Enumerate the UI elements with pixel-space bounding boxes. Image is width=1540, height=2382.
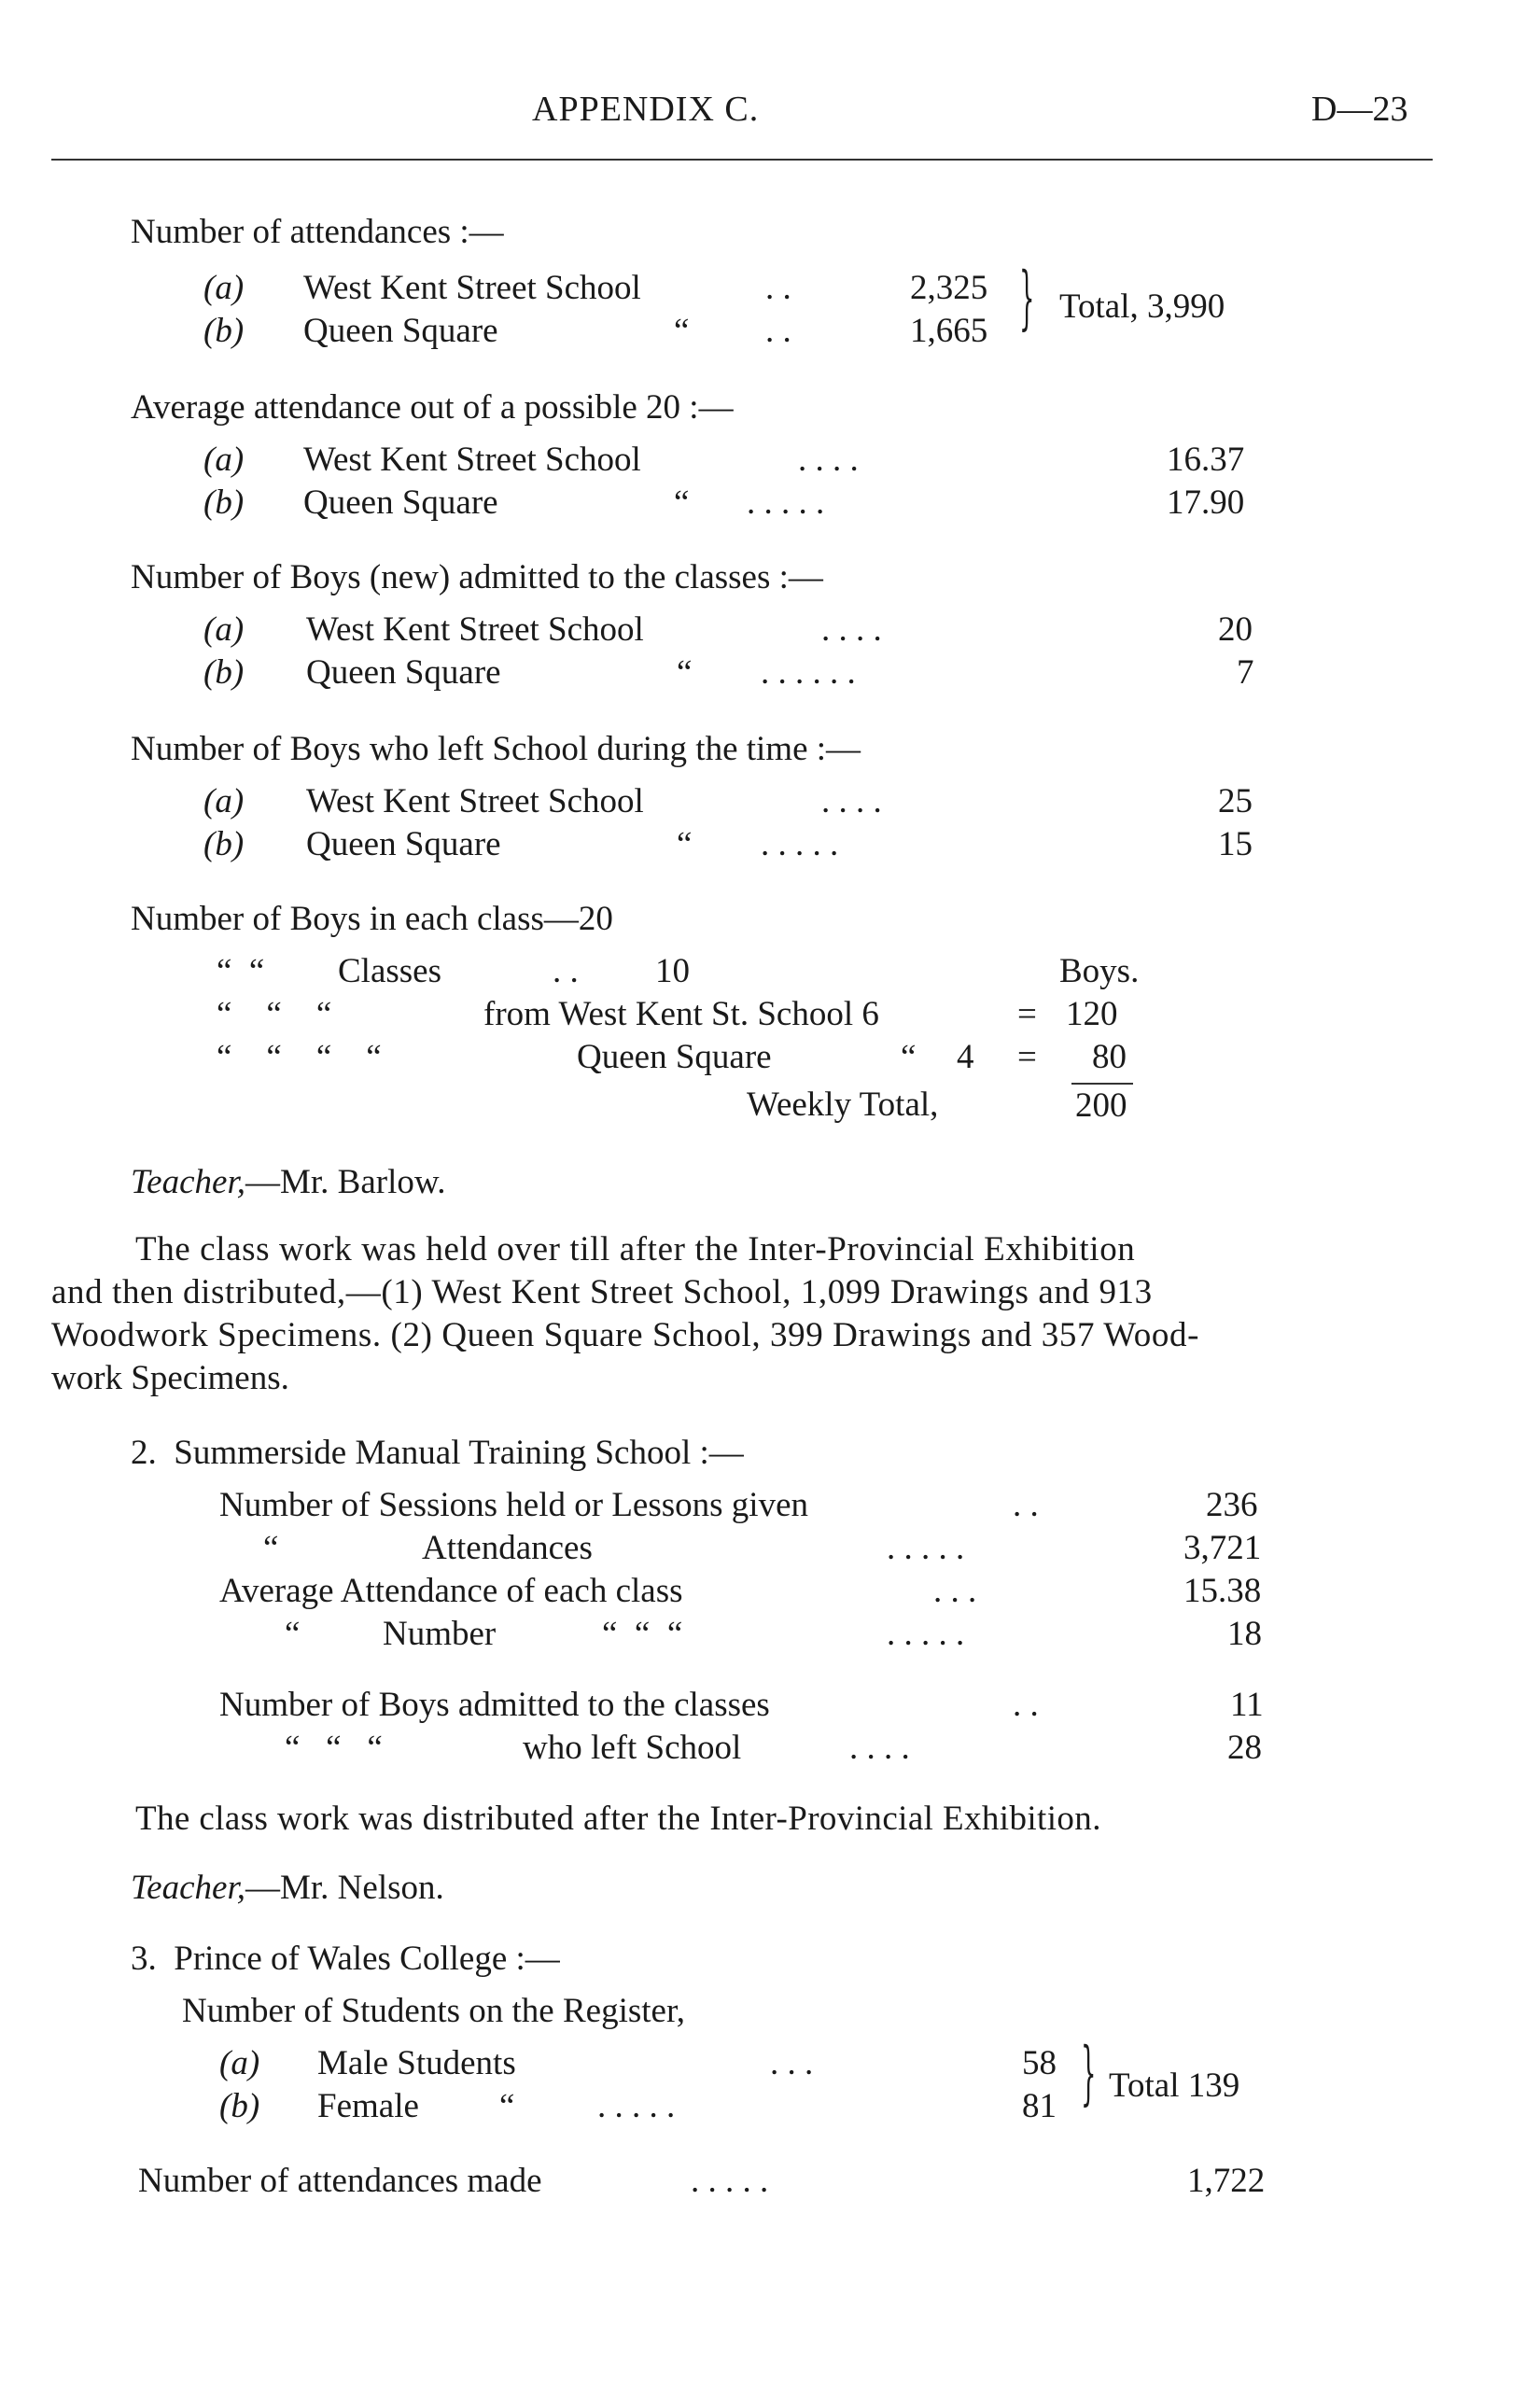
s2-r2-ditto: “ bbox=[263, 1529, 279, 1567]
avg-a-label: West Kent Street School bbox=[303, 441, 641, 479]
left-b-value: 15 bbox=[1218, 825, 1253, 863]
s2-r4-value: 18 bbox=[1227, 1615, 1262, 1653]
appendix-title: APPENDIX C. bbox=[532, 90, 760, 129]
s2-r4-dots: . . . . . bbox=[887, 1615, 965, 1653]
class-r2-label: from West Kent St. School 6 bbox=[483, 995, 879, 1033]
left-b-letter: (b) bbox=[203, 825, 245, 863]
class-r3-label: Queen Square bbox=[577, 1038, 772, 1076]
s2-heading: 2. Summerside Manual Training School :— bbox=[131, 1434, 744, 1472]
s2-r4-ditto2: “ “ “ bbox=[602, 1615, 683, 1653]
s3-a-dots: . . . bbox=[770, 2044, 814, 2082]
left-b-label: Queen Square bbox=[306, 825, 501, 863]
s2-teacher-name: —Mr. Nelson. bbox=[245, 1869, 444, 1907]
left-b-ditto: “ bbox=[677, 825, 693, 863]
new-a-label: West Kent Street School bbox=[306, 610, 644, 649]
teacher-barlow bbox=[131, 1165, 445, 1199]
att-a-dots: . . bbox=[765, 269, 791, 307]
s3-b-ditto: “ bbox=[499, 2087, 515, 2125]
para-line-1: The class work was held over till after the Inter-Provincial Exhibition bbox=[135, 1230, 1136, 1268]
s3-att-value: 1,722 bbox=[1187, 2162, 1266, 2200]
class-r3-eq: = bbox=[1017, 1038, 1037, 1076]
teacher-nelson bbox=[131, 1871, 444, 1905]
s3-a-letter: (a) bbox=[219, 2044, 260, 2082]
s3-att-dots: . . . . . bbox=[691, 2162, 769, 2200]
class-r3-num: 4 bbox=[957, 1038, 974, 1076]
att-brace: } bbox=[1019, 258, 1035, 338]
attendances-heading: Number of attendances :— bbox=[131, 213, 504, 251]
weekly-total-value: 200 bbox=[1071, 1083, 1133, 1123]
s3-att-label: Number of attendances made bbox=[138, 2162, 542, 2200]
left-a-label: West Kent Street School bbox=[306, 782, 644, 820]
s2-r2-value: 3,721 bbox=[1183, 1529, 1262, 1567]
s2-r3-label: Average Attendance of each class bbox=[219, 1572, 683, 1610]
s3-b-letter: (b) bbox=[219, 2087, 260, 2125]
para-line-4: work Specimens. bbox=[51, 1359, 289, 1397]
new-a-value: 20 bbox=[1218, 610, 1253, 649]
class-r1-unit: Boys. bbox=[1059, 952, 1140, 990]
att-b-dots: . . bbox=[765, 312, 791, 350]
class-r3-ditto2: “ bbox=[901, 1038, 917, 1076]
s3-b-value: 81 bbox=[1022, 2087, 1057, 2125]
new-b-ditto: “ bbox=[677, 653, 693, 692]
s3-heading: 3. Prince of Wales College :— bbox=[131, 1940, 560, 1978]
s2-r3-dots: . . . bbox=[933, 1572, 977, 1610]
att-b-value: 1,665 bbox=[910, 312, 988, 350]
s3-total: Total 139 bbox=[1109, 2067, 1240, 2105]
class-r2-ditto: “ “ “ bbox=[217, 995, 332, 1033]
s3-reg-heading: Number of Students on the Register, bbox=[182, 1992, 686, 2030]
teacher-name: —Mr. Barlow. bbox=[245, 1163, 446, 1201]
s2-r6-label: who left School bbox=[523, 1729, 742, 1767]
class-heading: Number of Boys in each class—20 bbox=[131, 900, 613, 938]
new-a-dots: . . . . bbox=[821, 610, 882, 649]
teacher-label: Teacher, bbox=[131, 1163, 245, 1201]
left-a-value: 25 bbox=[1218, 782, 1253, 820]
s2-r3-value: 15.38 bbox=[1183, 1572, 1262, 1610]
avg-b-dots: . . . . . bbox=[747, 483, 825, 522]
left-b-dots: . . . . . bbox=[761, 825, 839, 863]
header-rule bbox=[51, 159, 1433, 161]
s2-r1-dots: . . bbox=[1013, 1486, 1039, 1524]
s2-r6-ditto: “ “ “ bbox=[285, 1729, 383, 1767]
left-a-letter: (a) bbox=[203, 782, 245, 820]
s2-r6-value: 28 bbox=[1227, 1729, 1262, 1767]
att-a-label: West Kent Street School bbox=[303, 269, 641, 307]
class-r1-value: 10 bbox=[655, 952, 690, 990]
s3-brace: } bbox=[1081, 2033, 1097, 2113]
att-b-letter: (b) bbox=[203, 312, 245, 350]
att-b-ditto: “ bbox=[674, 312, 690, 350]
para-line-2: and then distributed,—(1) West Kent Street School, 1,099 Drawings and 913 bbox=[51, 1273, 1153, 1311]
avg-b-value: 17.90 bbox=[1167, 483, 1245, 522]
s2-teacher-label: Teacher, bbox=[131, 1869, 245, 1907]
att-a-value: 2,325 bbox=[910, 269, 988, 307]
s2-r2-label: Attendances bbox=[422, 1529, 593, 1567]
para-line-3: Woodwork Specimens. (2) Queen Square School, 399 Drawings and 357 Wood- bbox=[51, 1316, 1200, 1354]
s2-r4-label: Number bbox=[383, 1615, 497, 1653]
att-total: Total, 3,990 bbox=[1059, 287, 1225, 326]
avg-a-letter: (a) bbox=[203, 441, 245, 479]
new-b-value: 7 bbox=[1237, 653, 1254, 692]
s2-r5-dots: . . bbox=[1013, 1686, 1039, 1724]
s2-r4-ditto: “ bbox=[285, 1615, 301, 1653]
avg-a-dots: . . . . bbox=[798, 441, 859, 479]
avg-b-ditto: “ bbox=[674, 483, 690, 522]
left-a-dots: . . . . bbox=[821, 782, 882, 820]
new-heading: Number of Boys (new) admitted to the classes :— bbox=[131, 558, 823, 596]
weekly-total-label: Weekly Total, bbox=[747, 1086, 939, 1124]
class-r3-value: 80 bbox=[1092, 1038, 1127, 1076]
page-number: D—23 bbox=[1311, 90, 1408, 129]
s3-a-label: Male Students bbox=[317, 2044, 516, 2082]
new-b-label: Queen Square bbox=[306, 653, 501, 692]
avg-a-value: 16.37 bbox=[1167, 441, 1245, 479]
s3-b-dots: . . . . . bbox=[597, 2087, 676, 2125]
avg-b-label: Queen Square bbox=[303, 483, 498, 522]
new-a-letter: (a) bbox=[203, 610, 245, 649]
new-b-letter: (b) bbox=[203, 653, 245, 692]
s3-a-value: 58 bbox=[1022, 2044, 1057, 2082]
s2-r2-dots: . . . . . bbox=[887, 1529, 965, 1567]
left-heading: Number of Boys who left School during the time :— bbox=[131, 730, 861, 768]
s2-r5-label: Number of Boys admitted to the classes bbox=[219, 1686, 770, 1724]
s2-r1-value: 236 bbox=[1206, 1486, 1258, 1524]
new-b-dots: . . . . . . bbox=[761, 653, 856, 692]
avg-b-letter: (b) bbox=[203, 483, 245, 522]
att-a-letter: (a) bbox=[203, 269, 245, 307]
att-b-label: Queen Square bbox=[303, 312, 498, 350]
class-r2-eq: = bbox=[1017, 995, 1037, 1033]
s2-r6-dots: . . . . bbox=[849, 1729, 910, 1767]
s2-para: The class work was distributed after the Inter-Provincial Exhibition. bbox=[135, 1800, 1101, 1838]
class-r1-label: Classes bbox=[338, 952, 441, 990]
avg-heading: Average attendance out of a possible 20 :— bbox=[131, 388, 734, 427]
class-r1-ditto: “ “ bbox=[217, 952, 265, 990]
class-r2-value: 120 bbox=[1066, 995, 1118, 1033]
class-r1-dots: . . bbox=[553, 952, 579, 990]
s2-r5-value: 11 bbox=[1230, 1686, 1264, 1724]
class-r3-ditto: “ “ “ “ bbox=[217, 1038, 382, 1076]
s2-r1-label: Number of Sessions held or Lessons given bbox=[219, 1486, 808, 1524]
s3-b-label: Female bbox=[317, 2087, 419, 2125]
